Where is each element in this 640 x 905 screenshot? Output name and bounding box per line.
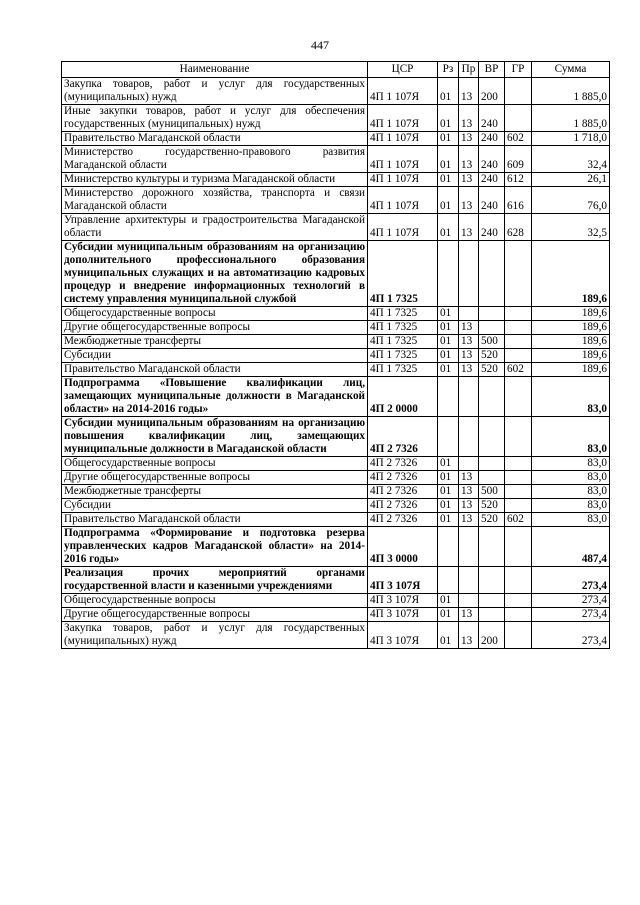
cell-csr: 4П 1 107Я <box>368 78 438 105</box>
cell-name: Министерство государственно-правового развития Магаданской области <box>62 146 368 173</box>
cell-gr <box>505 608 532 622</box>
table-row <box>62 173 610 187</box>
cell-sum: 76,0 <box>532 187 610 214</box>
cell-rz <box>438 527 459 567</box>
cell-vr <box>479 321 505 335</box>
cell-gr: 602 <box>505 513 532 527</box>
table-body <box>62 78 610 649</box>
cell-pr: 13 <box>459 335 479 349</box>
cell-gr <box>505 622 532 649</box>
cell-pr: 13 <box>459 187 479 214</box>
budget-table <box>61 61 610 649</box>
cell-vr: 520 <box>479 499 505 513</box>
cell-name: Министерство дорожного хозяйства, транспорта и связи Магаданской области <box>62 187 368 214</box>
cell-pr: 13 <box>459 499 479 513</box>
cell-gr <box>505 471 532 485</box>
cell-vr <box>479 608 505 622</box>
cell-pr: 13 <box>459 214 479 241</box>
header-pr: Пр <box>459 62 479 78</box>
cell-sum: 189,6 <box>532 241 610 307</box>
cell-gr <box>505 78 532 105</box>
cell-rz: 01 <box>438 471 459 485</box>
cell-vr <box>479 567 505 594</box>
cell-name: Другие общегосударственные вопросы <box>62 608 368 622</box>
table-row <box>62 622 610 649</box>
cell-gr <box>505 527 532 567</box>
cell-sum: 83,0 <box>532 485 610 499</box>
cell-name: Межбюджетные трансферты <box>62 335 368 349</box>
cell-pr: 13 <box>459 105 479 132</box>
cell-csr: 4П 1 107Я <box>368 146 438 173</box>
cell-csr: 4П 1 7325 <box>368 335 438 349</box>
cell-gr <box>505 105 532 132</box>
cell-vr: 520 <box>479 349 505 363</box>
cell-pr: 13 <box>459 78 479 105</box>
page-number: 447 <box>311 38 329 52</box>
cell-gr <box>505 335 532 349</box>
header-rz: Рз <box>438 62 459 78</box>
cell-rz <box>438 567 459 594</box>
table-row <box>62 377 610 417</box>
cell-rz: 01 <box>438 307 459 321</box>
cell-csr: 4П 2 7326 <box>368 499 438 513</box>
cell-vr <box>479 241 505 307</box>
cell-rz: 01 <box>438 499 459 513</box>
cell-rz <box>438 241 459 307</box>
table-row <box>62 594 610 608</box>
cell-name: Субсидии <box>62 349 368 363</box>
cell-vr: 240 <box>479 214 505 241</box>
cell-gr <box>505 499 532 513</box>
cell-gr <box>505 594 532 608</box>
cell-csr: 4П 3 0000 <box>368 527 438 567</box>
header-gr: ГР <box>505 62 532 78</box>
table-row <box>62 363 610 377</box>
cell-gr <box>505 307 532 321</box>
cell-sum: 83,0 <box>532 471 610 485</box>
cell-pr: 13 <box>459 132 479 146</box>
cell-name: Общегосударственные вопросы <box>62 457 368 471</box>
cell-rz: 01 <box>438 608 459 622</box>
cell-rz: 01 <box>438 349 459 363</box>
cell-vr <box>479 307 505 321</box>
table-row <box>62 485 610 499</box>
cell-gr <box>505 321 532 335</box>
cell-rz <box>438 377 459 417</box>
cell-pr: 13 <box>459 349 479 363</box>
cell-vr <box>479 527 505 567</box>
cell-pr: 13 <box>459 321 479 335</box>
cell-vr: 200 <box>479 78 505 105</box>
cell-pr <box>459 594 479 608</box>
cell-gr <box>505 485 532 499</box>
cell-rz: 01 <box>438 457 459 471</box>
cell-pr: 13 <box>459 513 479 527</box>
cell-gr <box>505 241 532 307</box>
cell-pr <box>459 241 479 307</box>
cell-sum: 273,4 <box>532 608 610 622</box>
cell-name: Правительство Магаданской области <box>62 363 368 377</box>
cell-csr: 4П 1 7325 <box>368 241 438 307</box>
cell-csr: 4П 2 7326 <box>368 513 438 527</box>
table-row <box>62 132 610 146</box>
cell-csr: 4П 1 7325 <box>368 363 438 377</box>
cell-csr: 4П 1 7325 <box>368 321 438 335</box>
cell-pr: 13 <box>459 608 479 622</box>
cell-gr <box>505 349 532 363</box>
table-row <box>62 105 610 132</box>
cell-sum: 32,4 <box>532 146 610 173</box>
cell-rz <box>438 417 459 457</box>
table-row <box>62 321 610 335</box>
table-row <box>62 187 610 214</box>
cell-rz: 01 <box>438 321 459 335</box>
cell-name: Подпрограмма «Повышение квалификации лиц, замещающих муниципальные должности в Магаданской области» на 2014-2016 годы» <box>62 377 368 417</box>
cell-csr: 4П 2 7326 <box>368 417 438 457</box>
cell-sum: 1 885,0 <box>532 78 610 105</box>
table-row <box>62 349 610 363</box>
cell-vr: 240 <box>479 105 505 132</box>
cell-rz: 01 <box>438 132 459 146</box>
cell-vr <box>479 417 505 457</box>
cell-csr: 4П 1 107Я <box>368 132 438 146</box>
cell-csr: 4П 3 107Я <box>368 622 438 649</box>
cell-pr: 13 <box>459 146 479 173</box>
cell-sum: 1 718,0 <box>532 132 610 146</box>
cell-sum: 487,4 <box>532 527 610 567</box>
header-vr: ВР <box>479 62 505 78</box>
cell-csr: 4П 1 7325 <box>368 307 438 321</box>
cell-name: Правительство Магаданской области <box>62 513 368 527</box>
table-row <box>62 214 610 241</box>
cell-rz: 01 <box>438 105 459 132</box>
cell-sum: 273,4 <box>532 567 610 594</box>
cell-sum: 273,4 <box>532 594 610 608</box>
cell-rz: 01 <box>438 173 459 187</box>
cell-gr <box>505 417 532 457</box>
cell-pr <box>459 417 479 457</box>
cell-pr: 13 <box>459 485 479 499</box>
cell-rz: 01 <box>438 594 459 608</box>
header-csr: ЦСР <box>368 62 438 78</box>
cell-name: Реализация прочих мероприятий органами государственной власти и казенными учреждениями <box>62 567 368 594</box>
header-name: Наименование <box>62 62 368 78</box>
cell-csr: 4П 2 7326 <box>368 457 438 471</box>
cell-gr <box>505 377 532 417</box>
table-row <box>62 417 610 457</box>
cell-vr: 200 <box>479 622 505 649</box>
cell-rz: 01 <box>438 214 459 241</box>
cell-csr: 4П 3 107Я <box>368 567 438 594</box>
cell-sum: 32,5 <box>532 214 610 241</box>
cell-csr: 4П 1 107Я <box>368 187 438 214</box>
cell-pr <box>459 307 479 321</box>
cell-vr: 520 <box>479 363 505 377</box>
cell-gr <box>505 457 532 471</box>
table-row <box>62 457 610 471</box>
cell-name: Закупка товаров, работ и услуг для государственных (муниципальных) нужд <box>62 622 368 649</box>
cell-rz: 01 <box>438 187 459 214</box>
cell-rz: 01 <box>438 363 459 377</box>
cell-name: Подпрограмма «Формирование и подготовка резерва управленческих кадров Магаданской области» на 2014-2016 годы» <box>62 527 368 567</box>
cell-rz: 01 <box>438 513 459 527</box>
cell-vr: 240 <box>479 187 505 214</box>
table-row <box>62 513 610 527</box>
cell-pr <box>459 457 479 471</box>
cell-csr: 4П 2 7326 <box>368 471 438 485</box>
cell-sum: 83,0 <box>532 457 610 471</box>
table-row <box>62 471 610 485</box>
cell-vr: 240 <box>479 132 505 146</box>
table-row <box>62 307 610 321</box>
table-row <box>62 146 610 173</box>
cell-pr: 13 <box>459 363 479 377</box>
cell-gr: 602 <box>505 132 532 146</box>
cell-vr: 500 <box>479 335 505 349</box>
cell-name: Межбюджетные трансферты <box>62 485 368 499</box>
cell-pr: 13 <box>459 622 479 649</box>
cell-sum: 189,6 <box>532 335 610 349</box>
cell-gr: 612 <box>505 173 532 187</box>
cell-sum: 83,0 <box>532 377 610 417</box>
table-row <box>62 78 610 105</box>
cell-name: Общегосударственные вопросы <box>62 307 368 321</box>
cell-vr: 520 <box>479 513 505 527</box>
cell-csr: 4П 3 107Я <box>368 594 438 608</box>
cell-csr: 4П 3 107Я <box>368 608 438 622</box>
cell-csr: 4П 1 7325 <box>368 349 438 363</box>
table-row <box>62 241 610 307</box>
cell-gr: 609 <box>505 146 532 173</box>
cell-sum: 26,1 <box>532 173 610 187</box>
cell-name: Другие общегосударственные вопросы <box>62 471 368 485</box>
cell-vr <box>479 594 505 608</box>
cell-csr: 4П 2 7326 <box>368 485 438 499</box>
cell-sum: 189,6 <box>532 307 610 321</box>
cell-name: Управление архитектуры и градостроительства Магаданской области <box>62 214 368 241</box>
cell-name: Правительство Магаданской области <box>62 132 368 146</box>
cell-csr: 4П 1 107Я <box>368 105 438 132</box>
cell-csr: 4П 2 0000 <box>368 377 438 417</box>
cell-pr: 13 <box>459 173 479 187</box>
cell-pr <box>459 567 479 594</box>
table-row <box>62 608 610 622</box>
cell-name: Иные закупки товаров, работ и услуг для обеспечения государственных (муниципальных) нужд <box>62 105 368 132</box>
cell-gr <box>505 567 532 594</box>
cell-vr <box>479 377 505 417</box>
cell-pr <box>459 527 479 567</box>
cell-rz: 01 <box>438 335 459 349</box>
header-sum: Сумма <box>532 62 610 78</box>
cell-sum: 189,6 <box>532 363 610 377</box>
cell-rz: 01 <box>438 485 459 499</box>
cell-gr: 616 <box>505 187 532 214</box>
cell-name: Субсидии муниципальным образованиям на организацию повышения квалификации лиц, замещающих муниципальные должности в Магаданской области <box>62 417 368 457</box>
cell-gr: 628 <box>505 214 532 241</box>
table-row <box>62 527 610 567</box>
cell-pr <box>459 377 479 417</box>
table-row <box>62 567 610 594</box>
cell-rz: 01 <box>438 146 459 173</box>
cell-sum: 83,0 <box>532 499 610 513</box>
cell-vr: 500 <box>479 485 505 499</box>
cell-sum: 83,0 <box>532 513 610 527</box>
cell-vr: 240 <box>479 146 505 173</box>
cell-csr: 4П 1 107Я <box>368 214 438 241</box>
cell-name: Субсидии муниципальным образованиям на организацию дополнительного профессионального образования муниципальных служащих и на автоматизацию кадровых процедур и внедрение информационных технологий в систему управления муниципальной службой <box>62 241 368 307</box>
table-row <box>62 335 610 349</box>
cell-sum: 1 885,0 <box>532 105 610 132</box>
cell-vr <box>479 471 505 485</box>
cell-gr: 602 <box>505 363 532 377</box>
cell-sum: 189,6 <box>532 321 610 335</box>
cell-pr: 13 <box>459 471 479 485</box>
cell-name: Субсидии <box>62 499 368 513</box>
cell-csr: 4П 1 107Я <box>368 173 438 187</box>
cell-rz: 01 <box>438 622 459 649</box>
cell-name: Закупка товаров, работ и услуг для государственных (муниципальных) нужд <box>62 78 368 105</box>
cell-sum: 83,0 <box>532 417 610 457</box>
cell-vr <box>479 457 505 471</box>
cell-rz: 01 <box>438 78 459 105</box>
cell-sum: 189,6 <box>532 349 610 363</box>
table-row <box>62 499 610 513</box>
cell-vr: 240 <box>479 173 505 187</box>
cell-sum: 273,4 <box>532 622 610 649</box>
cell-name: Другие общегосударственные вопросы <box>62 321 368 335</box>
cell-name: Общегосударственные вопросы <box>62 594 368 608</box>
header-row <box>62 62 610 78</box>
cell-name: Министерство культуры и туризма Магаданской области <box>62 173 368 187</box>
